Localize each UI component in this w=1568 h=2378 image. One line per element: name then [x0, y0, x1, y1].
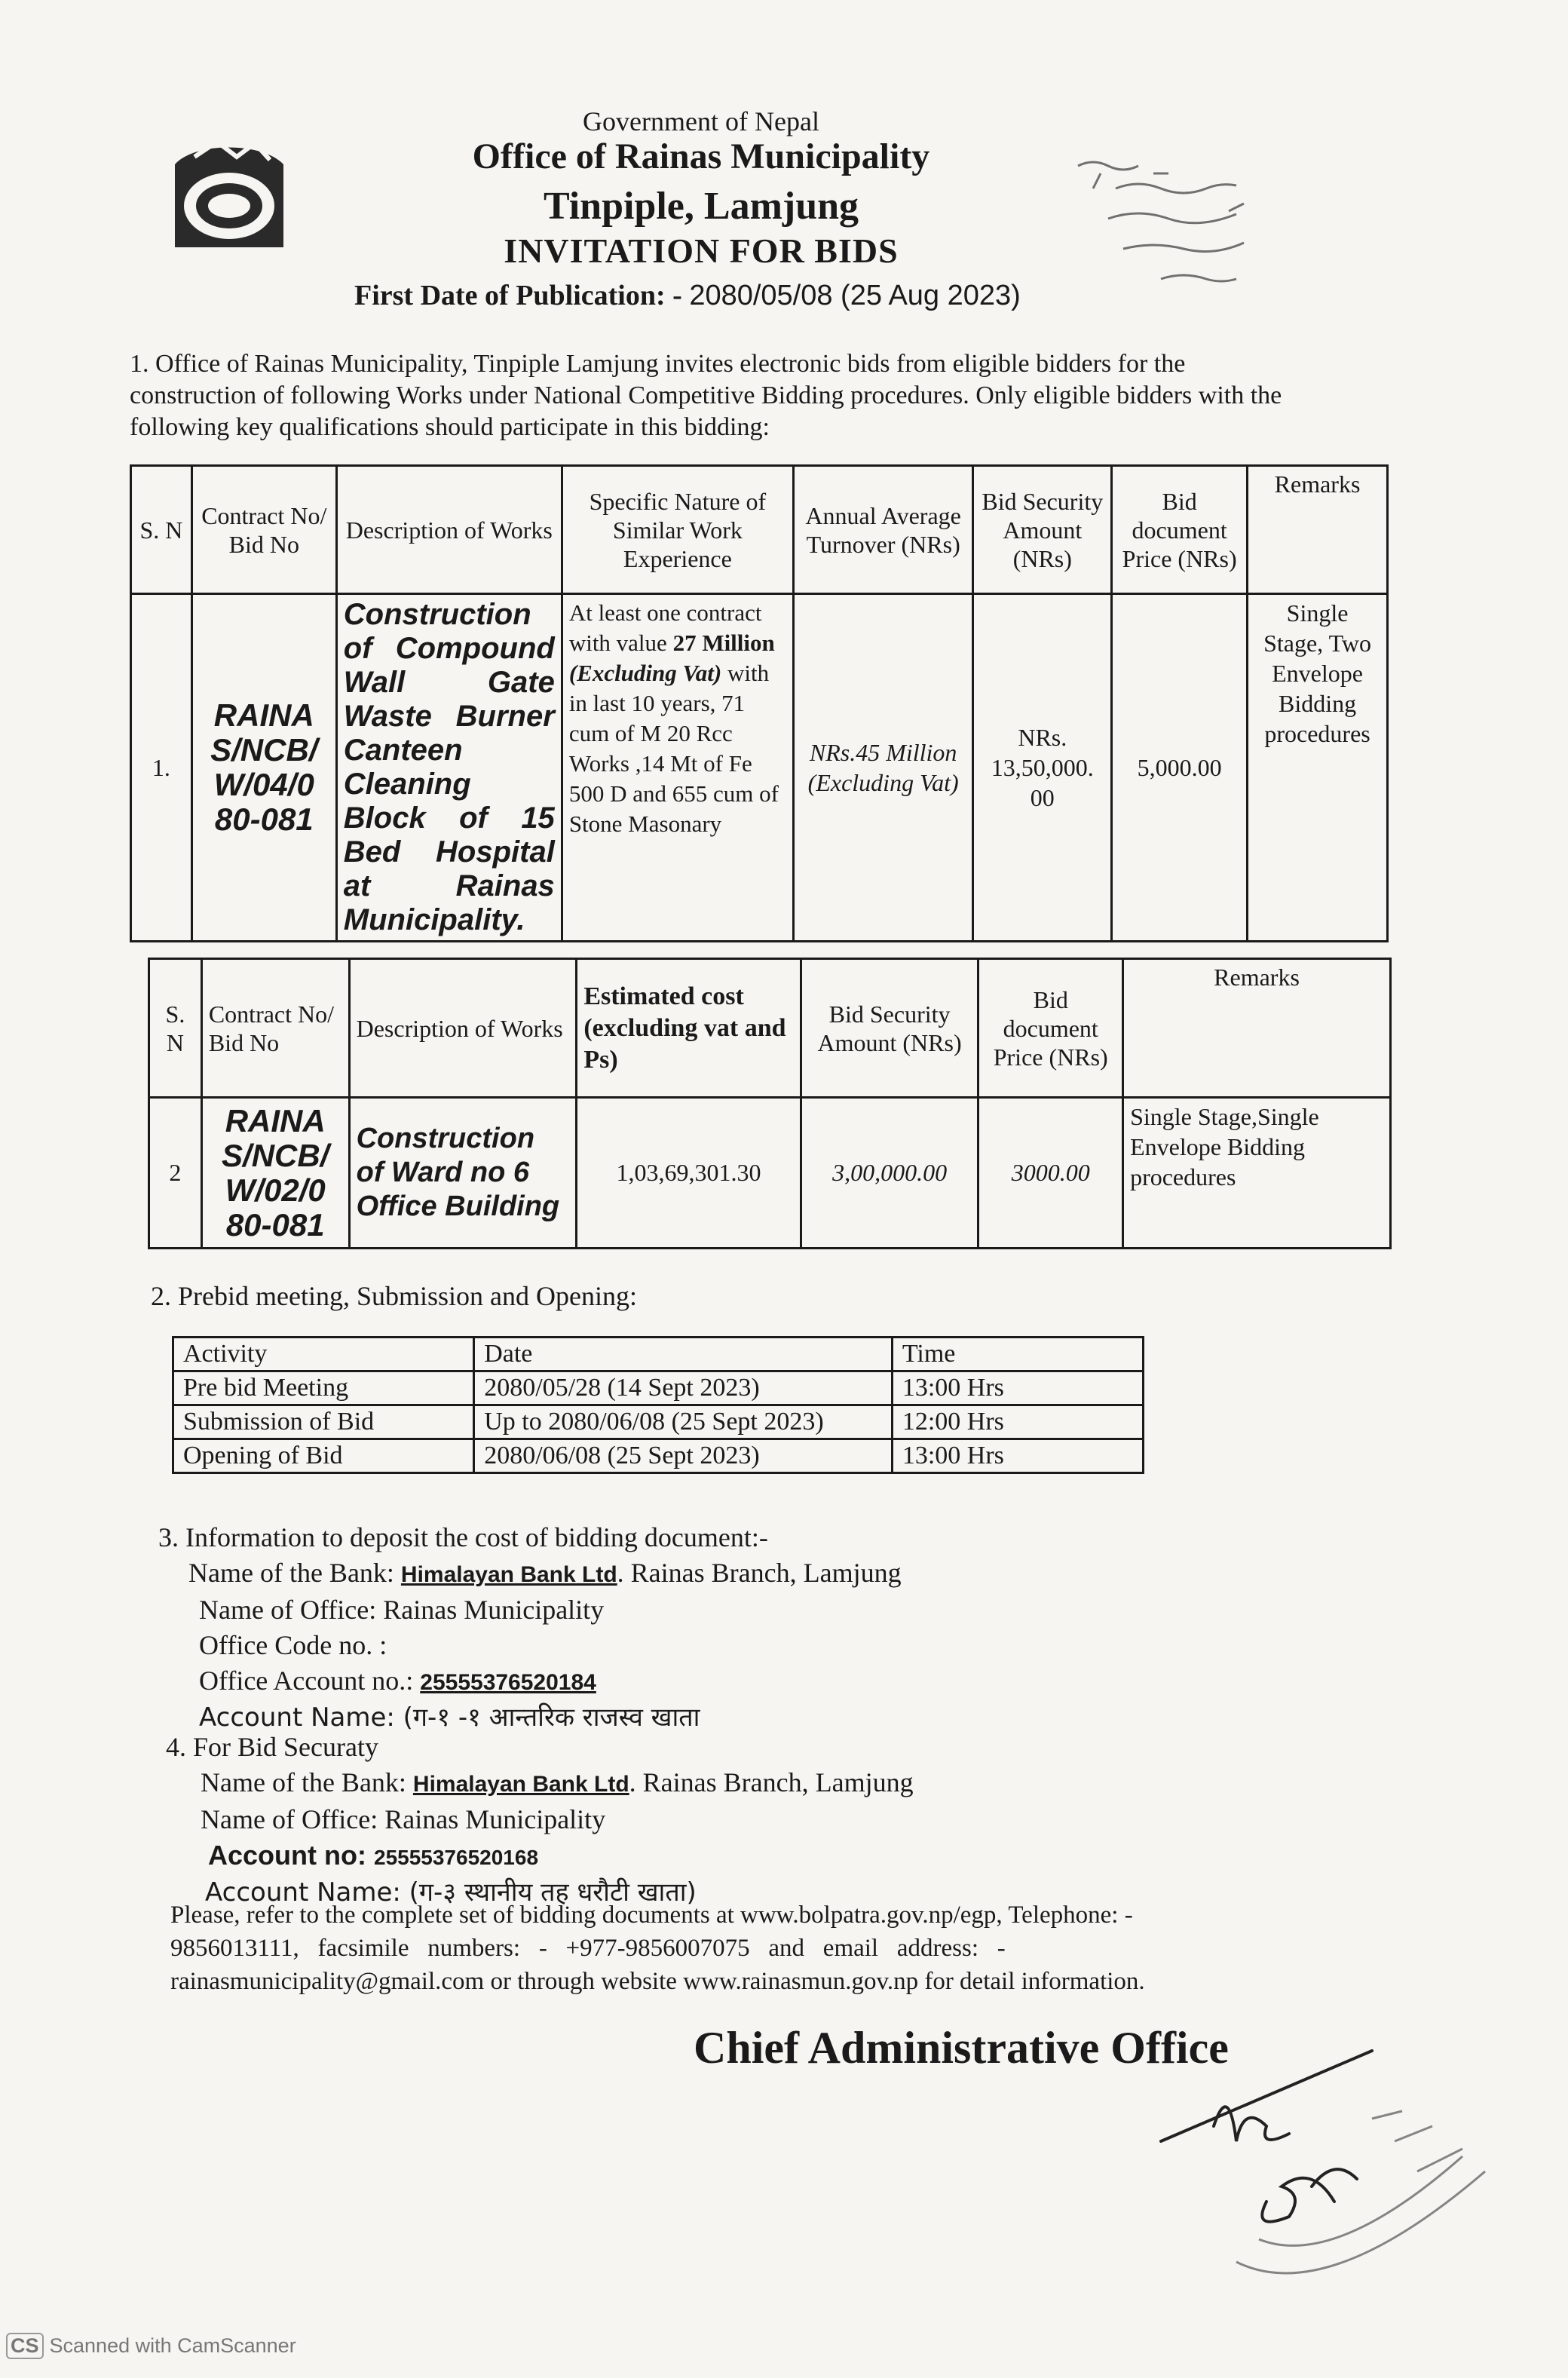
- section3-bank-line: [158, 1555, 1289, 1592]
- section3-office-name: Name of Office: Rainas Municipality: [199, 1595, 605, 1625]
- section4: [166, 1730, 1297, 1911]
- table2-header-estimate: Estimated cost (excluding vat and Ps): [577, 959, 801, 1098]
- scanner-watermark: [6, 2333, 296, 2359]
- contact-line-1: Please, refer to the complete set of bidding documents at www.bolpatra.gov.np/egp, Telephone: -: [170, 1901, 1133, 1929]
- table2-header-sn: S. N: [149, 959, 202, 1098]
- section3-bank-branch: . Rainas Branch, Lamjung: [617, 1558, 902, 1588]
- section3-account-no: 25555376520184: [420, 1670, 596, 1695]
- section3-office-code: Office Code no. :: [199, 1630, 387, 1660]
- table1-header-turnover: Annual Average Turnover (NRs): [793, 466, 972, 594]
- schedule-date: 2080/05/28 (14 Sept 2023): [474, 1371, 893, 1405]
- row2-bid-security: 3,00,000.00: [801, 1098, 978, 1249]
- table2-header-row: [149, 959, 1391, 1098]
- scanner-text: Scanned with CamScanner: [49, 2334, 296, 2357]
- schedule-activity: Pre bid Meeting: [173, 1371, 474, 1405]
- row2-description: Construction of Ward no 6 Office Building: [349, 1098, 577, 1249]
- table1-header-contract: Contract No/ Bid No: [191, 466, 336, 594]
- schedule-header-date: Date: [474, 1338, 893, 1371]
- row2-doc-price: 3000.00: [978, 1098, 1123, 1249]
- works-table-1: [130, 464, 1389, 942]
- table1-header-row: [131, 466, 1388, 594]
- table2-header-bid-security: Bid Security Amount (NRs): [801, 959, 978, 1098]
- schedule-date: 2080/06/08 (25 Sept 2023): [474, 1439, 893, 1473]
- row2-remarks: Single Stage,Single Envelope Bidding procedures: [1123, 1098, 1391, 1249]
- section4-account-line: [166, 1837, 1297, 1875]
- row1-remarks: Single Stage, Two Envelope Bidding procedures: [1248, 594, 1388, 942]
- section3-bank-name: Himalayan Bank Ltd: [400, 1562, 617, 1587]
- government-line: Government of Nepal: [583, 106, 819, 136]
- table2-header-contract: Contract No/ Bid No: [201, 959, 349, 1098]
- row1-bid-security: NRs. 13,50,000. 00: [973, 594, 1112, 942]
- table2-header-remarks: Remarks: [1123, 959, 1391, 1098]
- table1-header-bid-security: Bid Security Amount (NRs): [973, 466, 1112, 594]
- office-location: Tinpiple, Lamjung: [543, 185, 859, 228]
- section4-bank-name: Himalayan Bank Ltd: [412, 1772, 629, 1797]
- intro-text: Office of Rainas Municipality, Tinpiple Lamjung invites electronic bids from eligible bidders for the construction of following Works under National Competitive Bidding procedures. Only eligible bidders with the following key qualifications should participate in this bidding:: [130, 350, 1282, 441]
- table1-header-remarks: Remarks: [1248, 466, 1388, 594]
- section3-account-label: Office Account no.:: [199, 1666, 414, 1696]
- row2-sn: 2: [149, 1098, 202, 1249]
- schedule-time: 13:00 Hrs: [892, 1371, 1143, 1405]
- contact-line-2: 9856013111, facsimile numbers: - +977-9856007075 and email address: -: [170, 1935, 1006, 1962]
- row1-turnover: NRs.45 Million (Excluding Vat): [793, 594, 972, 942]
- intro-paragraph: [130, 348, 1291, 443]
- table-row: [149, 1098, 1391, 1249]
- table1-header-description: Description of Works: [336, 466, 562, 594]
- schedule-header-time: Time: [892, 1338, 1143, 1371]
- section4-office-name: Name of Office: Rainas Municipality: [201, 1804, 606, 1834]
- section4-account-name: Account Name: (ग-३ स्थानीय तह धरौटी खाता): [205, 1877, 697, 1908]
- camscanner-logo-icon: CS: [6, 2333, 44, 2359]
- row1-experience-value: 27 Million: [672, 630, 775, 656]
- row1-description: Construction of Compound Wall Gate Waste Burner Canteen Cleaning Block of 15 Bed Hospital at Rainas Municipality.: [336, 594, 562, 942]
- publication-date: 2080/05/08 (25 Aug 2023): [689, 280, 1021, 311]
- table2-header-doc-price: Bid document Price (NRs): [978, 959, 1123, 1098]
- row1-experience-rest: with in last 10 years, 71 cum of M 20 Rcc Works ,14 Mt of Fe 500 D and 655 cum of Stone Masonary: [568, 660, 779, 837]
- official-stamp-icon: [1063, 143, 1289, 324]
- row2-estimated-cost: 1,03,69,301.30: [577, 1098, 801, 1249]
- schedule-header-activity: Activity: [173, 1338, 474, 1371]
- row1-doc-price: 5,000.00: [1112, 594, 1248, 942]
- contact-line-3: rainasmunicipality@gmail.com or through website www.rainasmun.gov.np for detail information.: [170, 1968, 1145, 1995]
- table-row: [173, 1371, 1144, 1405]
- row2-contract-no: RAINA S/NCB/ W/02/0 80-081: [201, 1098, 349, 1249]
- table1-header-sn: S. N: [131, 466, 192, 594]
- section3: [158, 1520, 1289, 1736]
- schedule-header-row: [173, 1338, 1144, 1371]
- table2-header-description: Description of Works: [349, 959, 577, 1098]
- schedule-activity: Submission of Bid: [173, 1405, 474, 1439]
- section4-title: 4. For Bid Securaty: [166, 1732, 378, 1762]
- municipality-emblem-icon: [164, 134, 294, 264]
- signature-title: Chief Administrative Office: [694, 2023, 1229, 2073]
- schedule-activity: Opening of Bid: [173, 1439, 474, 1473]
- table-row: [131, 594, 1388, 942]
- section4-bank-line: [166, 1765, 1297, 1802]
- section2-title: 2. Prebid meeting, Submission and Opening:: [151, 1281, 637, 1311]
- schedule-time: 12:00 Hrs: [892, 1405, 1143, 1439]
- signature-stamp-icon: [1146, 1990, 1508, 2307]
- schedule-date: Up to 2080/06/08 (25 Sept 2023): [474, 1405, 893, 1439]
- row1-experience-intro: At least one contract with value: [568, 599, 762, 656]
- office-name: Office of Rainas Municipality: [472, 136, 930, 176]
- works-table-2: [148, 958, 1392, 1249]
- publication-label: First Date of Publication: -: [354, 280, 682, 311]
- section3-bank-label: Name of the Bank:: [188, 1558, 394, 1588]
- publication-line: [354, 279, 1021, 312]
- row1-experience-vat: (Excluding Vat): [568, 660, 722, 686]
- contact-paragraph: [170, 1898, 1316, 1998]
- schedule-time: 13:00 Hrs: [892, 1439, 1143, 1473]
- table1-header-experience: Specific Nature of Similar Work Experience: [562, 466, 793, 594]
- row1-contract-no: RAINA S/NCB/ W/04/0 80-081: [191, 594, 336, 942]
- table-row: [173, 1405, 1144, 1439]
- section3-account-name: Account Name: (ग-१ -१ आन्तरिक राजस्व खाता: [199, 1702, 700, 1733]
- row1-experience: [562, 594, 793, 942]
- section4-bank-branch: . Rainas Branch, Lamjung: [629, 1767, 914, 1797]
- section4-account-no: 25555376520168: [374, 1846, 539, 1869]
- table-row: [173, 1439, 1144, 1473]
- section4-bank-label: Name of the Bank:: [201, 1767, 406, 1797]
- schedule-table: [172, 1336, 1144, 1474]
- section4-account-label: Account no:: [208, 1840, 366, 1871]
- intro-number: 1.: [130, 350, 149, 378]
- section3-account-line: [158, 1663, 1289, 1700]
- table1-header-doc-price: Bid document Price (NRs): [1112, 466, 1248, 594]
- page-title: INVITATION FOR BIDS: [504, 231, 899, 270]
- section3-title: 3. Information to deposit the cost of bidding document:-: [158, 1522, 768, 1552]
- row1-sn: 1.: [131, 594, 192, 942]
